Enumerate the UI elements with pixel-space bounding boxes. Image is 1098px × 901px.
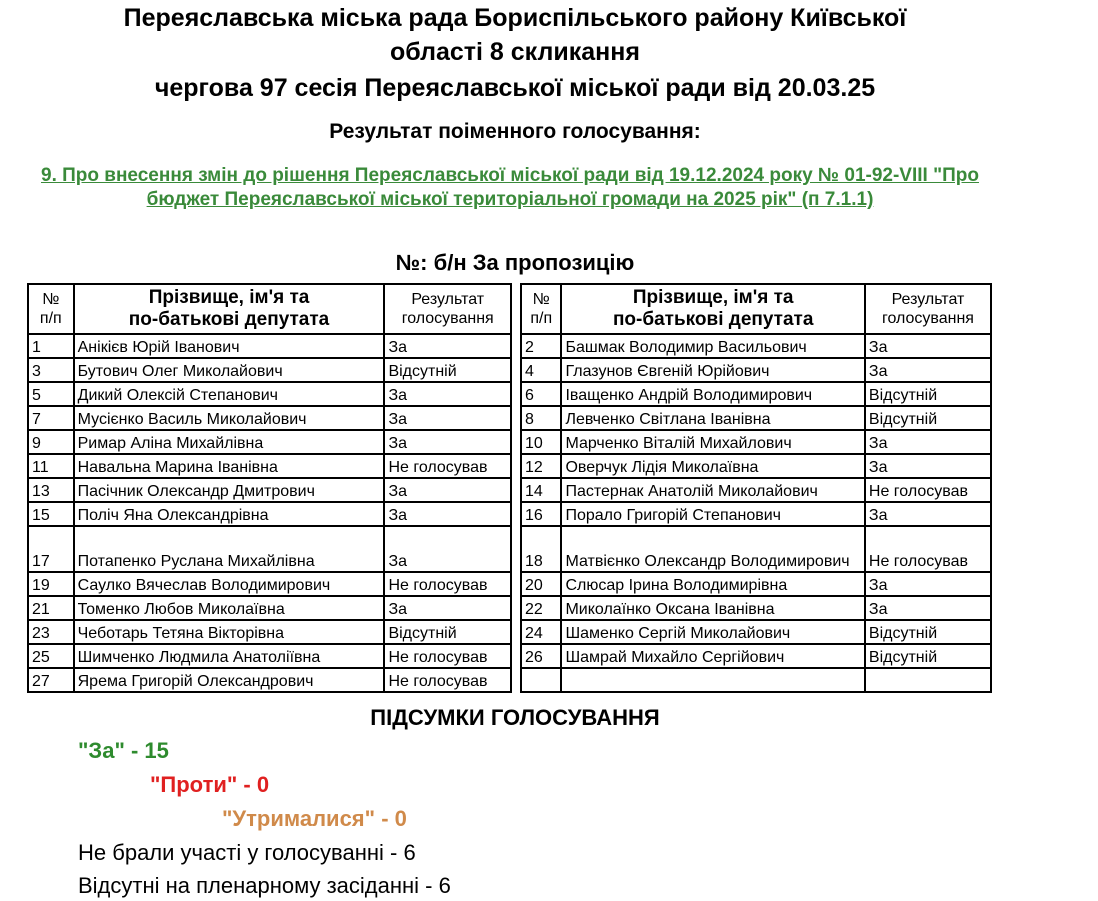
council-title-line1: Переяславська міська рада Бориспільського району Київської — [123, 4, 907, 32]
table-row — [521, 430, 991, 454]
deputy-name: Пастернак Анатолій Миколайович — [561, 478, 864, 502]
deputy-name: Іващенко Андрій Володимирович — [561, 382, 864, 406]
col-name-header: Прізвище, ім'я та по-батькові депутата — [561, 284, 864, 334]
vote-result: За — [865, 454, 991, 478]
table-row — [521, 596, 991, 620]
table-row — [521, 358, 991, 382]
row-number: 14 — [521, 478, 561, 502]
vote-result: Не голосував — [384, 454, 511, 478]
table-row — [521, 406, 991, 430]
table-row — [521, 572, 991, 596]
deputy-name: Ярема Григорій Олександрович — [74, 668, 385, 692]
vote-result: За — [384, 382, 511, 406]
table-row — [521, 620, 991, 644]
table-row — [28, 502, 511, 526]
table-row — [28, 572, 511, 596]
col-name-header: Прізвище, ім'я та по-батькові депутата — [74, 284, 385, 334]
deputy-name: Навальна Марина Іванівна — [74, 454, 385, 478]
row-number: 7 — [28, 406, 74, 430]
vote-result: Відсутній — [865, 644, 991, 668]
row-number: 13 — [28, 478, 74, 502]
table-row — [521, 334, 991, 358]
row-number: 15 — [28, 502, 74, 526]
vote-result: За — [865, 334, 991, 358]
table-header-row — [28, 284, 511, 334]
deputy-name: Шаменко Сергій Миколайович — [561, 620, 864, 644]
vote-result: За — [384, 526, 511, 572]
deputy-name: Матвієнко Олександр Володимирович — [561, 526, 864, 572]
table-row — [28, 382, 511, 406]
vote-result: Не голосував — [865, 526, 991, 572]
deputy-name: Миколаїнко Оксана Іванівна — [561, 596, 864, 620]
col-number-header: № п/п — [521, 284, 561, 334]
deputy-name: Дикий Олексій Степанович — [74, 382, 385, 406]
deputy-name: Марченко Віталій Михайлович — [561, 430, 864, 454]
deputy-name: Порало Григорій Степанович — [561, 502, 864, 526]
row-number: 26 — [521, 644, 561, 668]
vote-result: За — [865, 430, 991, 454]
deputy-name: Глазунов Євгеній Юрійович — [561, 358, 864, 382]
vote-result: Не голосував — [865, 478, 991, 502]
row-number: 4 — [521, 358, 561, 382]
row-number: 12 — [521, 454, 561, 478]
summary-title: ПІДСУМКИ ГОЛОСУВАННЯ — [370, 705, 660, 730]
deputy-name: Шимченко Людмила Анатоліївна — [74, 644, 385, 668]
vote-result: За — [865, 502, 991, 526]
table-row — [521, 454, 991, 478]
row-number: 8 — [521, 406, 561, 430]
deputy-name: Пасічник Олександр Дмитрович — [74, 478, 385, 502]
summary-utrymalysia: "Утрималися" - 0 — [222, 806, 407, 831]
row-number: 18 — [521, 526, 561, 572]
vote-result: За — [384, 430, 511, 454]
proposal-number: №: б/н За пропозицію — [395, 250, 635, 275]
table-row — [28, 668, 511, 692]
row-number: 16 — [521, 502, 561, 526]
table-row — [28, 644, 511, 668]
row-number: 25 — [28, 644, 74, 668]
deputy-name: Томенко Любов Миколаївна — [74, 596, 385, 620]
row-number: 5 — [28, 382, 74, 406]
vote-result: Не голосував — [384, 572, 511, 596]
row-number: 22 — [521, 596, 561, 620]
deputy-name: Оверчук Лідія Миколаївна — [561, 454, 864, 478]
row-number: 1 — [28, 334, 74, 358]
vote-result: За — [865, 596, 991, 620]
vote-result: Не голосував — [384, 644, 511, 668]
vote-result: За — [865, 358, 991, 382]
table-row — [28, 526, 511, 572]
deputy-name — [561, 668, 864, 692]
deputy-name: Шамрай Михайло Сергійович — [561, 644, 864, 668]
table-row — [28, 334, 511, 358]
vote-results-heading: Результат поіменного голосування: — [329, 120, 701, 143]
vote-result: За — [384, 596, 511, 620]
deputy-name: Башмак Володимир Васильович — [561, 334, 864, 358]
deputy-name: Саулко Вячеслав Володимирович — [74, 572, 385, 596]
row-number: 27 — [28, 668, 74, 692]
vote-result: Відсутній — [384, 358, 511, 382]
agenda-item-link[interactable]: 9. Про внесення змін до рішення Переяславської міської ради від 19.12.2024 року № 01-92-VIII "Про бюджет Переяславської міської територіальної громади на 2025 рік" (п 7.1.1) — [41, 165, 979, 210]
row-number: 2 — [521, 334, 561, 358]
row-number: 10 — [521, 430, 561, 454]
vote-result: За — [384, 334, 511, 358]
row-number: 20 — [521, 572, 561, 596]
row-number: 19 — [28, 572, 74, 596]
table-row — [28, 430, 511, 454]
row-number — [521, 668, 561, 692]
votes-table-right — [520, 283, 992, 693]
summary-proty: "Проти" - 0 — [150, 772, 270, 797]
deputy-name: Потапенко Руслана Михайлівна — [74, 526, 385, 572]
deputy-name: Мусієнко Василь Миколайович — [74, 406, 385, 430]
row-number: 9 — [28, 430, 74, 454]
deputy-name: Слюсар Ірина Володимирівна — [561, 572, 864, 596]
table-row — [28, 478, 511, 502]
row-number: 23 — [28, 620, 74, 644]
row-number: 24 — [521, 620, 561, 644]
summary-not-voted: Не брали участі у голосуванні - 6 — [78, 840, 416, 865]
deputy-name: Поліч Яна Олександрівна — [74, 502, 385, 526]
table-row — [521, 644, 991, 668]
table-row — [28, 596, 511, 620]
row-number: 3 — [28, 358, 74, 382]
table-row — [521, 382, 991, 406]
summary-absent: Відсутні на пленарному засіданні - 6 — [78, 873, 451, 898]
table-row — [28, 358, 511, 382]
deputy-name: Левченко Світлана Іванівна — [561, 406, 864, 430]
deputy-name: Бутович Олег Миколайович — [74, 358, 385, 382]
row-number: 21 — [28, 596, 74, 620]
table-row — [28, 620, 511, 644]
votes-table-left — [27, 283, 512, 693]
row-number: 6 — [521, 382, 561, 406]
vote-result: За — [384, 502, 511, 526]
row-number: 17 — [28, 526, 74, 572]
deputy-name: Чеботарь Тетяна Вікторівна — [74, 620, 385, 644]
table-row — [521, 526, 991, 572]
vote-result: За — [384, 406, 511, 430]
table-row — [521, 502, 991, 526]
vote-result: Відсутній — [865, 406, 991, 430]
vote-result: За — [865, 572, 991, 596]
col-result-header: Результат голосування — [865, 284, 991, 334]
table-header-row — [521, 284, 991, 334]
table-row — [521, 668, 991, 692]
col-result-header: Результат голосування — [384, 284, 511, 334]
col-number-header: № п/п — [28, 284, 74, 334]
table-row — [28, 406, 511, 430]
session-title: чергова 97 сесія Переяславської міської ради від 20.03.25 — [154, 74, 876, 102]
vote-result — [865, 668, 991, 692]
deputy-name: Анікієв Юрій Іванович — [74, 334, 385, 358]
vote-result: Відсутній — [384, 620, 511, 644]
table-row — [521, 478, 991, 502]
deputy-name: Римар Аліна Михайлівна — [74, 430, 385, 454]
vote-result: За — [384, 478, 511, 502]
row-number: 11 — [28, 454, 74, 478]
vote-result: Відсутній — [865, 382, 991, 406]
council-title-line2: області 8 скликання — [390, 38, 640, 66]
vote-result: Не голосував — [384, 668, 511, 692]
summary-za: "За" - 15 — [78, 738, 169, 763]
vote-result: Відсутній — [865, 620, 991, 644]
table-row — [28, 454, 511, 478]
